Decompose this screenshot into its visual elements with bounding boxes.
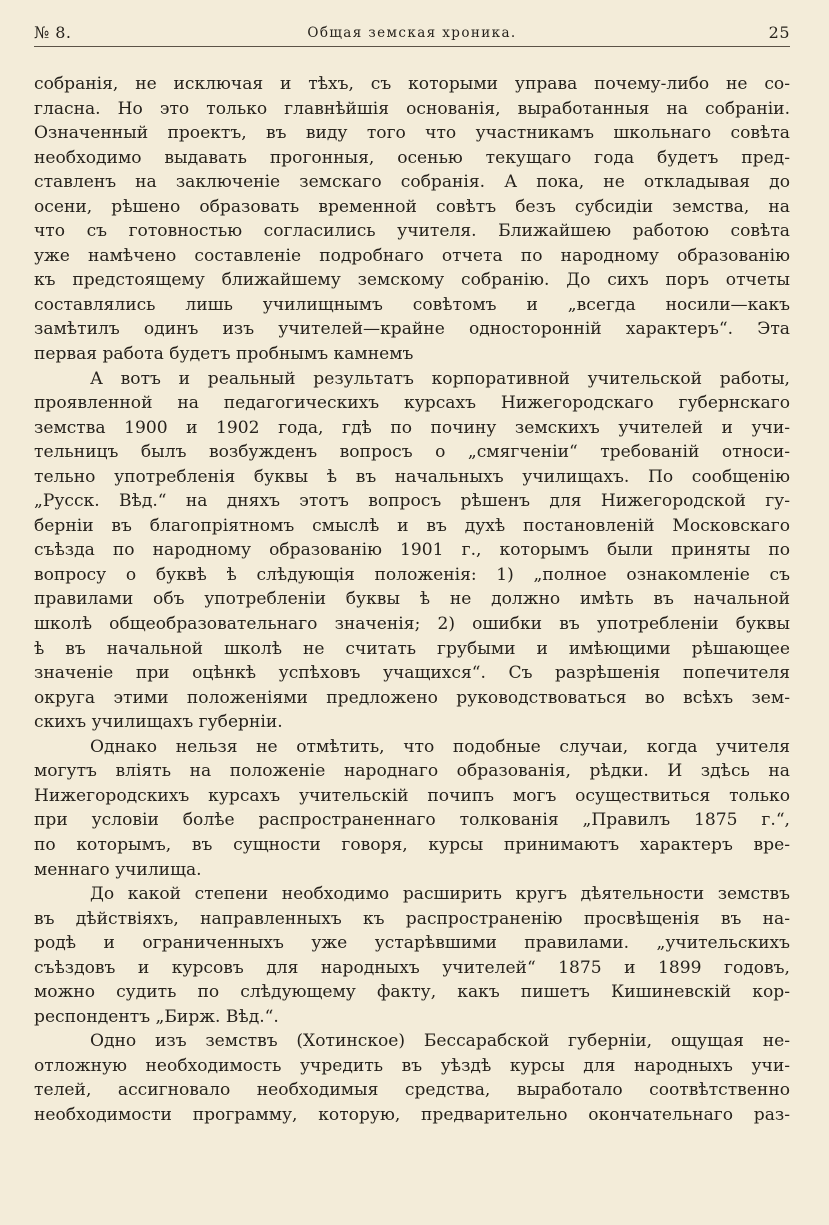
text-line: составлялись лишь училищнымъ совѣтомъ и „всегда носили—какъ xyxy=(34,294,790,315)
text-line: при условіи болѣе распространеннаго толкованія „Правилъ 1875 г.“, xyxy=(34,810,790,831)
text-line: тельницъ былъ возбужденъ вопросъ о „смягченіи“ требованій относи- xyxy=(34,442,790,463)
text-line: ставленъ на заключеніе земскаго собранія. А пока, не откладывая до xyxy=(34,172,790,193)
text-line: земства 1900 и 1902 года, гдѣ по почину земскихъ учителей и учи- xyxy=(34,417,790,438)
text-line: уже намѣчено составленіе подробнаго отчета по народному образованію xyxy=(34,245,790,266)
text-line: отложную необходимость учредить въ уѣздѣ курсы для народныхъ учи- xyxy=(34,1055,790,1076)
text-line: можно судить по слѣдующему факту, какъ пишетъ Кишиневскій кор- xyxy=(34,982,790,1003)
text-line: тельно употребленія буквы ѣ въ начальныхъ училищахъ. По сообщенію xyxy=(34,466,790,487)
text-line: округа этими положеніями предложено руководствоваться во всѣхъ зем- xyxy=(34,687,790,708)
text-line: необходимости программу, которую, предварительно окончательнаго раз- xyxy=(34,1104,790,1125)
text-line: правилами объ употребленіи буквы ѣ не должно имѣть въ начальной xyxy=(34,589,790,610)
text-line: ѣ въ начальной школѣ не считать грубыми и имѣющими рѣшающее xyxy=(34,638,790,659)
text-line: съѣздовъ и курсовъ для народныхъ учителей“ 1875 и 1899 годовъ, xyxy=(34,957,790,978)
header-rule xyxy=(34,46,790,47)
text-line: осени, рѣшено образовать временной совѣтъ безъ субсидіи земства, на xyxy=(34,196,790,217)
text-line: берніи въ благопріятномъ смыслѣ и въ духѣ постановленій Московскаго xyxy=(34,515,790,536)
text-line: съѣзда по народному образованію 1901 г., которымъ были приняты по xyxy=(34,540,790,561)
issue-number: № 8. xyxy=(34,23,72,42)
text-line: могутъ вліять на положеніе народнаго образованія, рѣдки. И здѣсь на xyxy=(34,761,790,782)
text-line: необходимо выдавать прогонныя, осенью текущаго года будетъ пред- xyxy=(34,147,790,168)
text-line: вопросу о буквѣ ѣ слѣдующія положенія: 1) „полное ознакомленіе съ xyxy=(34,564,790,585)
text-line: Означенный проектъ, въ виду того что участникамъ школьнаго совѣта xyxy=(34,123,790,144)
text-line: проявленной на педагогическихъ курсахъ Нижегородскаго губернскаго xyxy=(34,393,790,414)
running-title: Общая земская хроника. xyxy=(307,25,517,41)
text-line: респондентъ „Бирж. Вѣд.“. xyxy=(34,1006,279,1027)
text-line: родѣ и ограниченныхъ уже устарѣвшими правилами. „учительскихъ xyxy=(34,933,790,954)
text-line: собранія, не исключая и тѣхъ, съ которыми управа почему-либо не со- xyxy=(34,74,790,94)
text-line: замѣтилъ одинъ изъ учителей—крайне односторонній характеръ“. Эта xyxy=(34,319,790,340)
text-line: телей, ассигновало необходимыя средства, выработало соотвѣтственно xyxy=(34,1080,790,1101)
text-line: что съ готовностью согласились учителя. Ближайшею работою совѣта xyxy=(34,221,790,242)
article-text xyxy=(34,72,790,1128)
running-header xyxy=(34,20,790,48)
text-line: гласна. Но это только главнѣйшія основанія, выработанныя на собраніи. xyxy=(34,98,790,119)
text-line: въ дѣйствіяхъ, направленныхъ къ распространенію просвѣщенія въ на- xyxy=(34,908,790,929)
text-line: меннаго училища. xyxy=(34,859,202,880)
text-line: къ предстоящему ближайшему земскому собранію. До сихъ поръ отчеты xyxy=(34,270,790,291)
text-line: скихъ училищахъ губерніи. xyxy=(34,712,283,733)
text-line: Одно изъ земствъ (Хотинское) Бессарабской губерніи, ощущая не- xyxy=(90,1031,790,1052)
text-line: До какой степени необходимо расширить кругъ дѣятельности земствъ xyxy=(90,884,790,905)
text-line: Однако нельзя не отмѣтить, что подобные случаи, когда учителя xyxy=(90,736,790,757)
text-line: Нижегородскихъ курсахъ учительскій почипъ могъ осуществиться только xyxy=(34,785,790,806)
text-line: первая работа будетъ пробнымъ камнемъ xyxy=(34,344,414,365)
text-line: значеніе при оцѣнкѣ успѣховъ учащихся“. Съ разрѣшенія попечителя xyxy=(34,663,790,684)
text-line: „Русск. Вѣд.“ на дняхъ этотъ вопросъ рѣшенъ для Нижегородской гу- xyxy=(34,491,790,512)
text-line: по которымъ, въ сущности говоря, курсы принимаютъ характеръ вре- xyxy=(34,834,790,855)
page-number: 25 xyxy=(768,23,790,42)
text-line: А вотъ и реальный результатъ корпоративной учительской работы, xyxy=(90,368,790,389)
text-line: школѣ общеобразовательнаго значенія; 2) ошибки въ употребленіи буквы xyxy=(34,614,790,635)
